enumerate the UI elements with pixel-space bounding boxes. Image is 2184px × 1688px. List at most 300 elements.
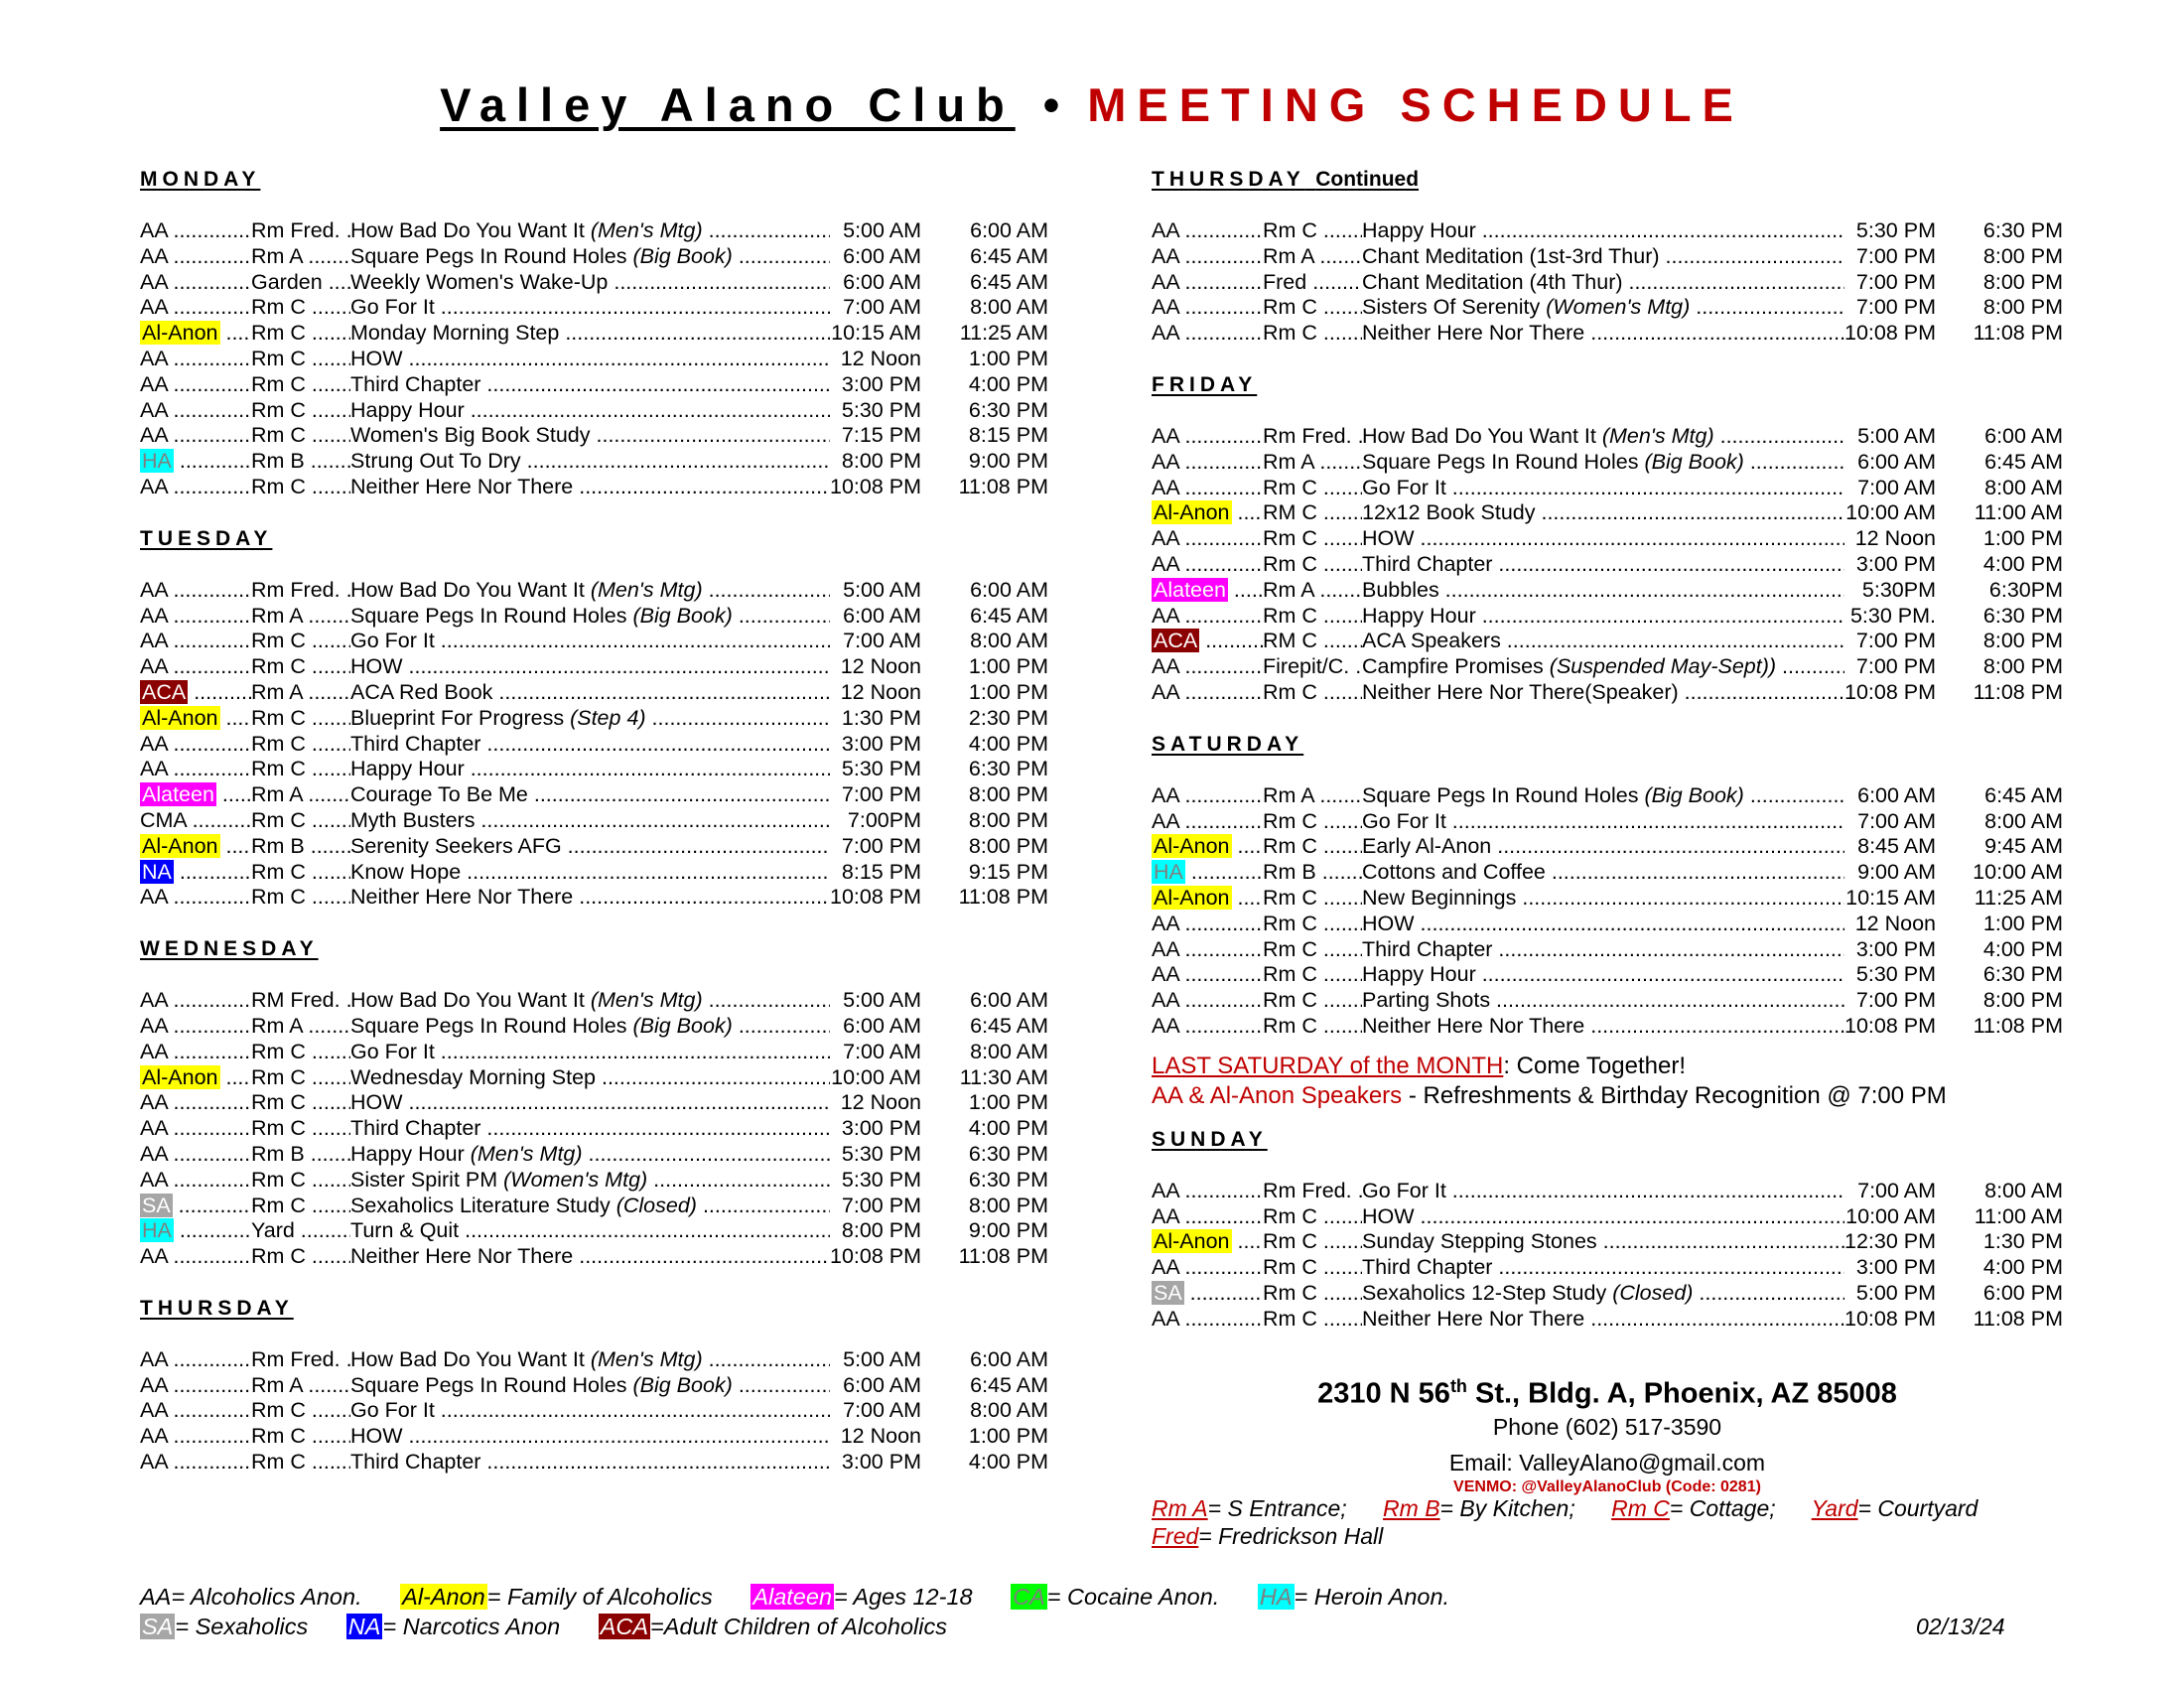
room-code: Rm C (1263, 808, 1317, 833)
start-time: 12 Noon (840, 346, 921, 370)
group-code: AA (1152, 449, 1179, 474)
meeting-note: (Big Book) (632, 603, 733, 628)
end-time: 11:08 PM (1973, 321, 2063, 346)
meeting-row (140, 1244, 1048, 1270)
meeting-group (1152, 937, 1263, 963)
room-code: Rm C (251, 1450, 306, 1475)
meeting-group (140, 347, 251, 372)
meeting-group (1152, 1229, 1263, 1255)
meeting-row (140, 1090, 1048, 1116)
meeting-room (1263, 500, 1362, 526)
meeting-group (140, 604, 251, 630)
meeting-name (1362, 809, 1844, 835)
end-time: 11:00 AM (1974, 1203, 2063, 1228)
start-time: 10:08 PM (1844, 679, 1936, 704)
meeting-name (1362, 1281, 1844, 1307)
last-saturday-link: LAST SATURDAY of the MONTH (1152, 1052, 1504, 1079)
room-code: Rm B (251, 449, 305, 474)
group-code: NA (142, 859, 172, 884)
meeting-row (1152, 321, 2063, 347)
group-code: AA (140, 1346, 168, 1371)
meeting-title: Myth Busters (350, 807, 476, 832)
end-time: 8:00 AM (1984, 475, 2063, 499)
meeting-title: Square Pegs In Round Holes (1362, 782, 1639, 807)
group-code: AA (140, 295, 168, 320)
end-time: 8:00 PM (1982, 988, 2063, 1013)
room-code: Rm C (1263, 321, 1317, 346)
meeting-group (140, 1194, 251, 1219)
group-code: AA (1152, 962, 1179, 987)
meeting-group (140, 1450, 251, 1476)
meeting-room (251, 321, 350, 347)
meeting-name (1362, 1179, 1844, 1204)
meeting-group (140, 629, 251, 654)
meeting-title: Parting Shots (1362, 988, 1491, 1013)
meeting-title: ACA Speakers (1362, 629, 1501, 653)
meeting-name (350, 1014, 830, 1040)
meeting-group (140, 295, 251, 321)
email-address: Email: ValleyAlano@gmail.com (1448, 1449, 1766, 1476)
group-code: CMA (140, 807, 187, 832)
end-time: 6:30PM (1988, 577, 2063, 602)
meeting-group (140, 732, 251, 758)
room-code: Rm B (251, 833, 305, 858)
meeting-note: (Women's Mtg) (1546, 295, 1691, 320)
venmo-info: VENMO: @ValleyAlanoClub (Code: 0281) (1453, 1477, 1761, 1495)
day-heading-monday: MONDAY (140, 168, 261, 191)
meeting-name (1362, 295, 1844, 321)
group-code: AA (140, 1167, 168, 1192)
room-code: Rm C (251, 731, 306, 756)
end-time: 1:00 PM (968, 1424, 1048, 1449)
start-time: 6:00 AM (843, 269, 921, 294)
group-code: AA (140, 603, 168, 628)
meeting-room (1263, 270, 1362, 296)
meeting-title: Third Chapter (1362, 936, 1493, 961)
meeting-group (140, 680, 251, 706)
meeting-row (1152, 244, 2063, 270)
meeting-name (1362, 860, 1844, 886)
start-time: 5:00 AM (843, 988, 921, 1013)
meeting-row (140, 1373, 1048, 1399)
meeting-row (140, 782, 1048, 808)
meeting-title: Go For It (1362, 475, 1446, 499)
meeting-room (251, 423, 350, 449)
meeting-row (140, 1014, 1048, 1040)
meeting-room (1263, 578, 1362, 604)
group-code: AA (140, 1244, 168, 1269)
meeting-room (251, 1373, 350, 1399)
meeting-name (350, 706, 830, 732)
group-code: SA (142, 1193, 171, 1217)
room-code: Rm C (1263, 1229, 1317, 1254)
meeting-room (251, 680, 350, 706)
start-time: 10:00 AM (831, 1064, 921, 1089)
end-time: 6:45 AM (1984, 782, 2063, 807)
meeting-note: (Big Book) (1644, 449, 1744, 474)
meeting-row (140, 347, 1048, 372)
end-time: 1:30 PM (1982, 1229, 2063, 1254)
meeting-note: (Big Book) (632, 243, 733, 268)
group-legend-line-2 (140, 1612, 1449, 1641)
meeting-name (350, 1424, 830, 1450)
meeting-name (1362, 450, 1844, 476)
start-time: 7:00 PM (1855, 269, 1936, 294)
meeting-title: Go For It (350, 295, 435, 320)
start-time: 7:00 AM (1857, 808, 1936, 833)
start-time: 12 Noon (1854, 526, 1936, 551)
meeting-group (1152, 1307, 1263, 1333)
meeting-title: Third Chapter (350, 371, 481, 396)
group-code: AA (1152, 295, 1179, 320)
group-code: Al-Anon (1154, 1229, 1230, 1254)
meeting-group (140, 1218, 251, 1244)
meeting-row (1152, 1014, 2063, 1040)
meeting-row (140, 270, 1048, 296)
end-time: 6:30 PM (968, 757, 1048, 781)
speakers-notice (1152, 1081, 2063, 1111)
last-saturday-notice (1152, 1052, 2063, 1081)
meeting-group (1152, 834, 1263, 860)
meeting-row (1152, 424, 2063, 450)
meeting-name (350, 654, 830, 680)
day-heading-friday: FRIDAY (1152, 372, 1258, 396)
start-time: 12 Noon (1854, 911, 1936, 935)
meeting-group (140, 1065, 251, 1091)
meeting-group (1152, 680, 1263, 706)
end-time: 6:00 AM (970, 218, 1048, 242)
meeting-name (1362, 1014, 1844, 1040)
group-code: Al-Anon (1154, 500, 1230, 525)
end-time: 8:15 PM (968, 423, 1048, 448)
meeting-row (140, 1168, 1048, 1194)
meeting-group (140, 449, 251, 475)
meeting-room (251, 449, 350, 475)
meeting-name (350, 680, 830, 706)
meeting-group (140, 1424, 251, 1450)
group-code: AA (140, 423, 168, 448)
meeting-name (1362, 321, 1844, 347)
meeting-row (1152, 604, 2063, 630)
meeting-group (1152, 809, 1263, 835)
meeting-name (350, 732, 830, 758)
meeting-name (1362, 604, 1844, 630)
meeting-group (140, 1142, 251, 1168)
meeting-group (1152, 860, 1263, 886)
meeting-row (140, 1116, 1048, 1142)
group-code: AA (1152, 1203, 1179, 1228)
start-time: 5:00 AM (843, 577, 921, 602)
meeting-name (1362, 1204, 1844, 1230)
meeting-row (1152, 295, 2063, 321)
meeting-group (1152, 654, 1263, 680)
room-a-desc: = S Entrance; (1207, 1495, 1347, 1521)
meeting-room (1263, 1204, 1362, 1230)
room-code: Rm C (251, 629, 306, 653)
meeting-title: Third Chapter (350, 1450, 481, 1475)
group-code: AA (140, 654, 168, 679)
start-time: 7:00 PM (1855, 629, 1936, 653)
meeting-room (1263, 886, 1362, 912)
meeting-name (350, 782, 830, 808)
end-time: 11:30 AM (959, 1064, 1048, 1089)
meeting-title: Square Pegs In Round Holes (350, 1372, 627, 1397)
meeting-name (350, 1142, 830, 1168)
group-code: AA (140, 1424, 168, 1449)
start-time: 7:00 PM (841, 1193, 921, 1217)
meeting-group (1152, 886, 1263, 912)
end-time: 8:00 PM (968, 833, 1048, 858)
legend-alanon-desc: = Family of Alcoholics (486, 1584, 713, 1610)
end-time: 11:08 PM (1973, 1306, 2063, 1331)
meeting-title: Go For It (350, 1398, 435, 1423)
end-time: 4:00 PM (968, 1116, 1048, 1141)
group-code: Al-Anon (1154, 834, 1230, 859)
end-time: 9:00 PM (968, 449, 1048, 474)
room-code: Rm C (251, 654, 306, 679)
meeting-title: 12x12 Book Study (1362, 500, 1536, 525)
start-time: 5:00 PM (1855, 1280, 1936, 1305)
meeting-row (140, 1040, 1048, 1065)
meeting-name (350, 347, 830, 372)
room-code: RM C (1263, 629, 1317, 653)
room-a-key: Rm A (1152, 1495, 1208, 1521)
meeting-room (1263, 552, 1362, 578)
start-time: 7:00 AM (843, 629, 921, 653)
meeting-group (1152, 476, 1263, 501)
meeting-name (1362, 552, 1844, 578)
meeting-row (1152, 886, 2063, 912)
meeting-name (1362, 912, 1844, 937)
meeting-row (140, 244, 1048, 270)
group-code: Al-Anon (1154, 885, 1230, 910)
meeting-list-thursday (140, 1347, 1048, 1476)
room-b-desc: = By Kitchen; (1439, 1495, 1575, 1521)
schedule-title: MEETING SCHEDULE (1087, 78, 1744, 131)
meeting-title: Early Al-Anon (1362, 834, 1492, 859)
group-code: AA (1152, 526, 1179, 551)
meeting-group (140, 1398, 251, 1424)
end-time: 8:00 PM (1982, 295, 2063, 320)
meeting-name (1362, 578, 1844, 604)
end-time: 4:00 PM (968, 731, 1048, 756)
group-code: AA (140, 629, 168, 653)
meeting-group (1152, 604, 1263, 630)
meeting-name (350, 757, 830, 782)
meeting-row (1152, 1204, 2063, 1230)
end-time: 11:08 PM (958, 1244, 1048, 1269)
meeting-group (140, 782, 251, 808)
meeting-group (140, 1244, 251, 1270)
meeting-name (350, 372, 830, 398)
start-time: 3:00 PM (1855, 936, 1936, 961)
room-code: Rm C (251, 346, 306, 370)
meeting-group (140, 757, 251, 782)
legend-aa: AA= Alcoholics Anon. (140, 1584, 362, 1610)
meeting-name (1362, 244, 1844, 270)
room-b-key: Rm B (1383, 1495, 1440, 1521)
room-code: Rm C (1263, 603, 1317, 628)
end-time: 1:00 PM (968, 679, 1048, 704)
meeting-name (350, 244, 830, 270)
room-code: Rm C (251, 397, 306, 422)
day-heading-sunday: SUNDAY (1152, 1127, 1268, 1151)
meeting-group (1152, 526, 1263, 552)
room-code: Rm C (1263, 1280, 1317, 1305)
meeting-list-sunday (1152, 1179, 2063, 1333)
end-time: 8:00 PM (968, 782, 1048, 807)
meeting-title: HOW (350, 1424, 403, 1449)
meeting-row (1152, 912, 2063, 937)
meeting-row (1152, 218, 2063, 244)
room-code: Rm C (251, 705, 306, 730)
start-time: 7:00 AM (1857, 1178, 1936, 1202)
continued-label: Continued (1315, 168, 1420, 191)
meeting-title: HOW (1362, 911, 1415, 935)
start-time: 6:00 AM (1857, 782, 1936, 807)
end-time: 6:45 AM (970, 269, 1048, 294)
yard-key: Yard (1811, 1495, 1858, 1521)
meeting-room (1263, 962, 1362, 988)
room-code: Rm C (1263, 1255, 1317, 1280)
room-code: Rm C (1263, 1306, 1317, 1331)
meeting-note: (Big Book) (1644, 782, 1744, 807)
end-time: 4:00 PM (1982, 936, 2063, 961)
day-heading-thursday-continued (1152, 167, 2063, 193)
meeting-room (251, 1090, 350, 1116)
room-code: Yard (251, 1218, 295, 1243)
start-time: 7:00 PM (841, 833, 921, 858)
start-time: 6:00 AM (843, 243, 921, 268)
start-time: 7:00 PM (1855, 243, 1936, 268)
group-code: AA (1152, 269, 1179, 294)
meeting-title: Neither Here Nor There (350, 1244, 574, 1269)
start-time: 12:30 PM (1844, 1229, 1936, 1254)
meeting-row (1152, 680, 2063, 706)
meeting-room (251, 578, 350, 604)
start-time: 3:00 PM (1855, 1255, 1936, 1280)
end-time: 10:00 AM (1973, 860, 2063, 885)
speakers-label: AA & Al-Anon Speakers (1152, 1081, 1403, 1109)
meeting-row (140, 218, 1048, 244)
room-code: Rm A (251, 1372, 303, 1397)
meeting-group (1152, 783, 1263, 809)
meeting-name (1362, 654, 1844, 680)
meeting-title: HOW (350, 346, 403, 370)
meeting-group (140, 1116, 251, 1142)
start-time: 10:00 AM (1845, 500, 1936, 525)
meeting-group (140, 270, 251, 296)
room-code: Rm C (251, 1167, 306, 1192)
group-code: AA (1152, 936, 1179, 961)
group-code: HA (142, 1218, 172, 1243)
meeting-room (251, 270, 350, 296)
group-code: AA (1152, 1306, 1179, 1331)
group-code: AA (140, 1398, 168, 1423)
meeting-name (1362, 783, 1844, 809)
room-code: Rm C (251, 859, 306, 884)
meeting-title: Chant Meditation (1st-3rd Thur) (1362, 243, 1660, 268)
meeting-title: Wednesday Morning Step (350, 1064, 596, 1089)
meeting-room (251, 398, 350, 424)
meeting-group (140, 706, 251, 732)
room-legend (1152, 1494, 2075, 1550)
meeting-room (251, 1040, 350, 1065)
end-time: 8:00 PM (1982, 243, 2063, 268)
start-time: 5:30 PM. (1849, 603, 1936, 628)
street-number: 2310 N 56 (1317, 1377, 1450, 1410)
meeting-row (140, 680, 1048, 706)
meeting-room (1263, 1014, 1362, 1040)
end-time: 6:30 PM (1982, 218, 2063, 242)
meeting-name (1362, 218, 1844, 244)
meeting-note: (Men's Mtg) (1601, 423, 1714, 448)
room-code: RM C (1263, 500, 1317, 525)
phone-number: Phone (602) 517-3590 (1492, 1413, 1722, 1440)
day-heading-tuesday: TUESDAY (140, 526, 273, 550)
meeting-room (251, 988, 350, 1014)
room-code: Rm C (251, 1244, 306, 1269)
meeting-row (1152, 270, 2063, 296)
end-time: 6:00 AM (1984, 423, 2063, 448)
fred-desc: = Fredrickson Hall (1198, 1523, 1384, 1549)
meeting-title: Sisters Of Serenity (1362, 295, 1541, 320)
legend-ha-desc: = Heroin Anon. (1294, 1584, 1450, 1610)
meeting-group (1152, 552, 1263, 578)
meeting-row (1152, 500, 2063, 526)
meeting-name (1362, 476, 1844, 501)
end-time: 8:00 PM (1982, 269, 2063, 294)
room-code: Rm C (1263, 834, 1317, 859)
meeting-room (251, 1398, 350, 1424)
meeting-title: How Bad Do You Want It (350, 218, 585, 242)
left-column (140, 167, 1048, 1501)
club-name: Valley Alano Club (440, 78, 1016, 131)
start-time: 10:15 AM (831, 321, 921, 346)
group-code: AA (1152, 321, 1179, 346)
meeting-room (1263, 1255, 1362, 1281)
meeting-note: (Big Book) (632, 1372, 733, 1397)
start-time: 7:00 AM (843, 295, 921, 320)
group-code: AA (140, 1039, 168, 1063)
meeting-note: (Men's Mtg) (590, 218, 703, 242)
meeting-group (140, 423, 251, 449)
end-time: 6:45 AM (970, 1013, 1048, 1038)
meeting-room (251, 1142, 350, 1168)
group-code: AA (1152, 808, 1179, 833)
meeting-list-friday (1152, 424, 2063, 706)
group-code: AA (1152, 475, 1179, 499)
meeting-row (140, 1450, 1048, 1476)
group-code: AA (1152, 1178, 1179, 1202)
meeting-name (350, 1090, 830, 1116)
group-code: AA (1152, 603, 1179, 628)
meeting-title: Bubbles (1362, 577, 1439, 602)
group-code: AA (140, 1013, 168, 1038)
street-address (1152, 1368, 2063, 1412)
meeting-room (1263, 321, 1362, 347)
meeting-row (1152, 526, 2063, 552)
group-legend-line-1 (140, 1582, 1449, 1612)
yard-desc: = Courtyard (1857, 1495, 1979, 1521)
meeting-title: Happy Hour (350, 757, 465, 781)
group-code: AA (140, 371, 168, 396)
room-code: Rm Fred. (251, 218, 341, 242)
group-code: AA (140, 731, 168, 756)
group-code: AA (140, 1141, 168, 1166)
group-code: AA (140, 885, 168, 910)
meeting-note: (Suspended May-Sept)) (1549, 654, 1777, 679)
